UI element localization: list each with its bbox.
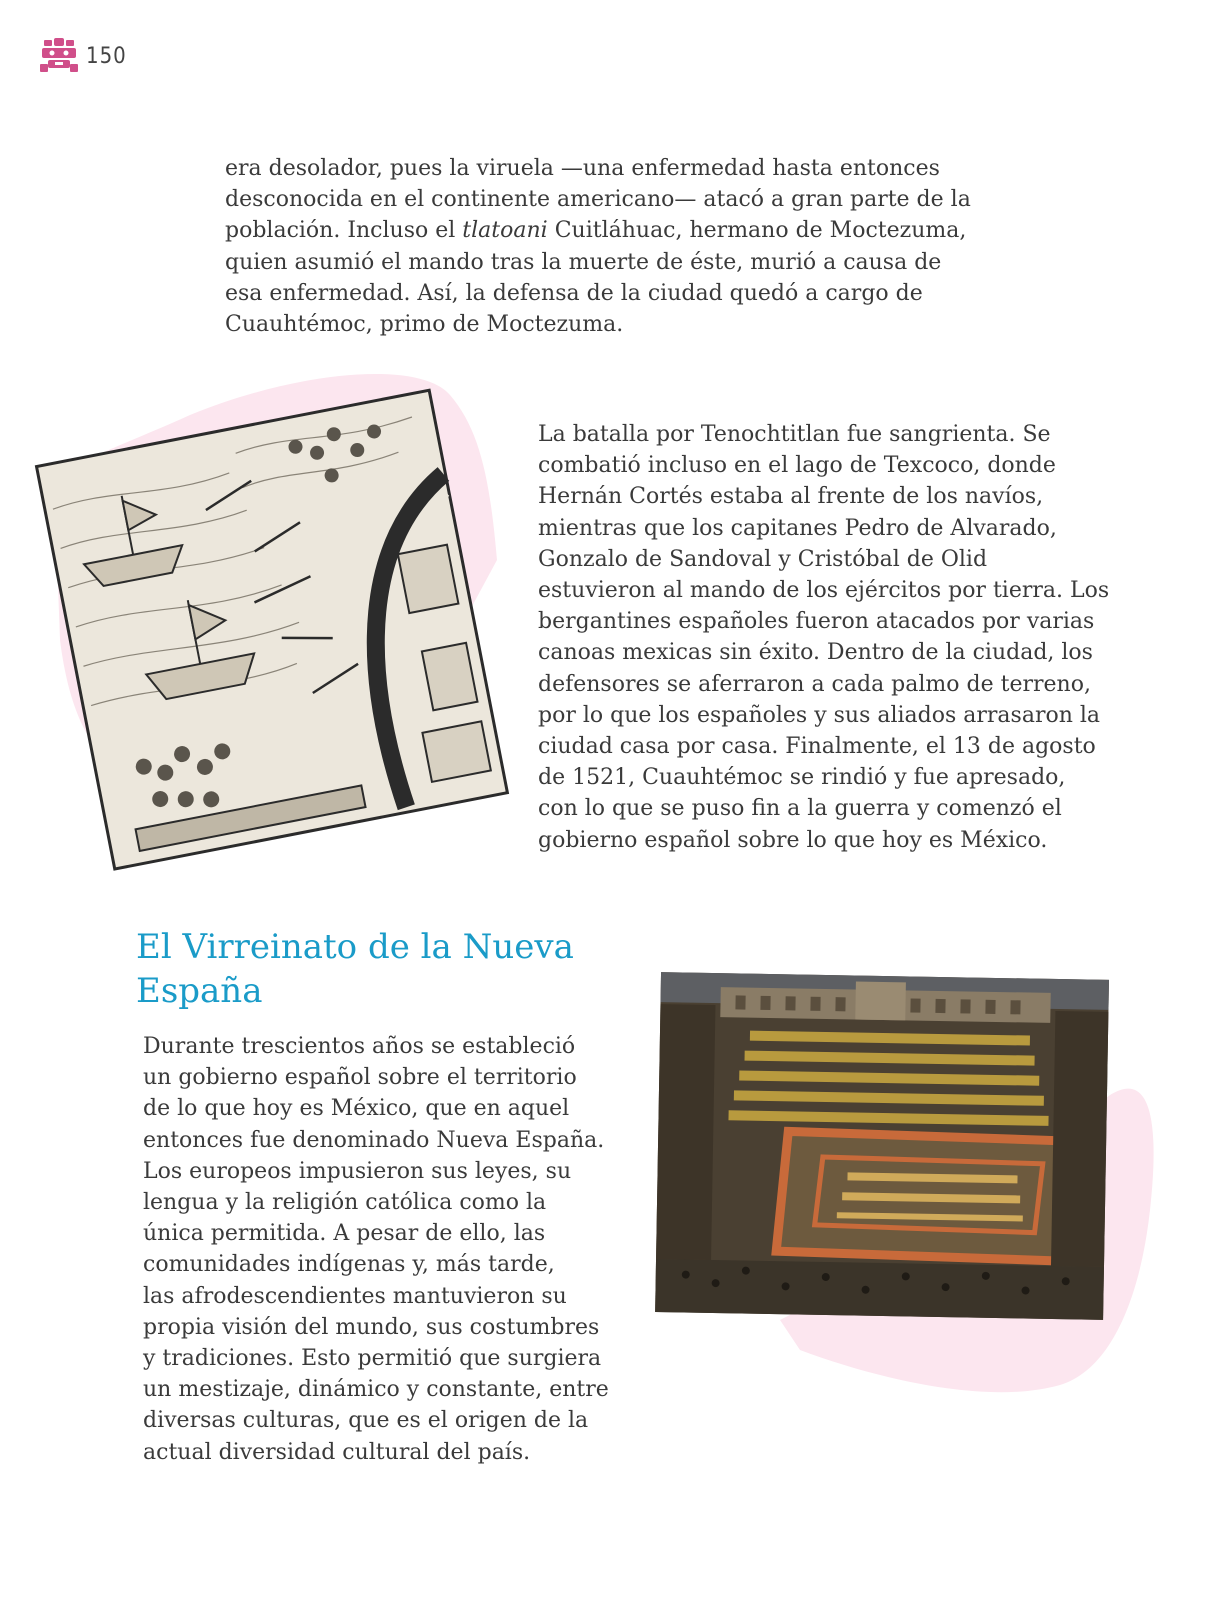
section-title <box>136 925 574 1013</box>
text-run: población. Incluso el <box>225 218 463 244</box>
text-run: Cuitláhuac, hermano de Moctezuma, <box>547 218 967 244</box>
text-line: Los europeos impusieron sus leyes, su <box>143 1158 572 1184</box>
aztec-glyph-icon <box>40 38 78 74</box>
battle-paragraph <box>538 419 1109 856</box>
section-title-line: El Virreinato de la Nueva <box>136 927 574 967</box>
colonial-plaza-painting-icon <box>648 968 1118 1330</box>
text-line: estuvieron al mando de los ejércitos por tierra. Los <box>538 578 1110 604</box>
viceroyalty-paragraph <box>143 1031 609 1468</box>
text-line: canoas mexicas sin éxito. Dentro de la ciudad, los <box>538 640 1093 666</box>
text-line: Cuauhtémoc, primo de Moctezuma. <box>225 312 624 338</box>
text-line: combatió incluso en el lago de Texcoco, donde <box>538 453 1056 479</box>
text-line: quien asumió el mando tras la muerte de éste, murió a causa de <box>225 249 942 275</box>
text-line: entonces fue denominado Nueva España. <box>143 1127 605 1153</box>
text-line: propia visión del mundo, sus costumbres <box>143 1314 600 1340</box>
text-line: por lo que los españoles y sus aliados arrasaron la <box>538 702 1101 728</box>
text-line: lengua y la religión católica como la <box>143 1190 547 1216</box>
text-line: desconocida en el continente americano— atacó a gran parte de la <box>225 187 971 213</box>
woodcut-battle-engraving-icon <box>30 380 510 880</box>
text-line: La batalla por Tenochtitlan fue sangrienta. Se <box>538 422 1051 447</box>
text-line: un gobierno español sobre el territorio <box>143 1065 577 1091</box>
text-line: gobierno español sobre lo que hoy es México. <box>538 827 1048 853</box>
text-line: mientras que los capitanes Pedro de Alvarado, <box>538 515 1057 541</box>
page-header <box>40 38 127 74</box>
text-line: y tradiciones. Esto permitió que surgiera <box>143 1346 602 1372</box>
text-line: Durante trescientos años se estableció <box>143 1034 576 1059</box>
text-line: comunidades indígenas y, más tarde, <box>143 1252 555 1278</box>
text-line: con lo que se puso fin a la guerra y comenzó el <box>538 796 1062 822</box>
text-line: las afrodescendientes mantuvieron su <box>143 1283 567 1309</box>
section-title-line: España <box>136 971 263 1011</box>
text-line: única permitida. A pesar de ello, las <box>143 1221 546 1247</box>
text-line: Hernán Cortés estaba al frente de los navíos, <box>538 484 1044 510</box>
tlatoani-term: tlatoani <box>462 218 548 244</box>
text-line: de 1521, Cuauhtémoc se rindió y fue apresado, <box>538 765 1066 791</box>
text-line: esa enfermedad. Así, la defensa de la ciudad quedó a cargo de <box>225 280 923 306</box>
text-line: era desolador, pues la viruela —una enfermedad hasta entonces <box>225 156 940 181</box>
text-line: de lo que hoy es México, que en aquel <box>143 1096 570 1122</box>
intro-paragraph <box>225 153 971 340</box>
text-line: defensores se aferraron a cada palmo de terreno, <box>538 671 1091 697</box>
page-number: 150 <box>86 43 127 69</box>
text-line <box>225 215 971 246</box>
text-line: Gonzalo de Sandoval y Cristóbal de Olid <box>538 546 988 572</box>
text-line: bergantines españoles fueron atacados por varias <box>538 609 1095 635</box>
text-line: ciudad casa por casa. Finalmente, el 13 de agosto <box>538 734 1096 760</box>
text-line: actual diversidad cultural del país. <box>143 1439 531 1465</box>
text-line: diversas culturas, que es el origen de la <box>143 1408 589 1434</box>
text-line: un mestizaje, dinámico y constante, entre <box>143 1377 609 1403</box>
